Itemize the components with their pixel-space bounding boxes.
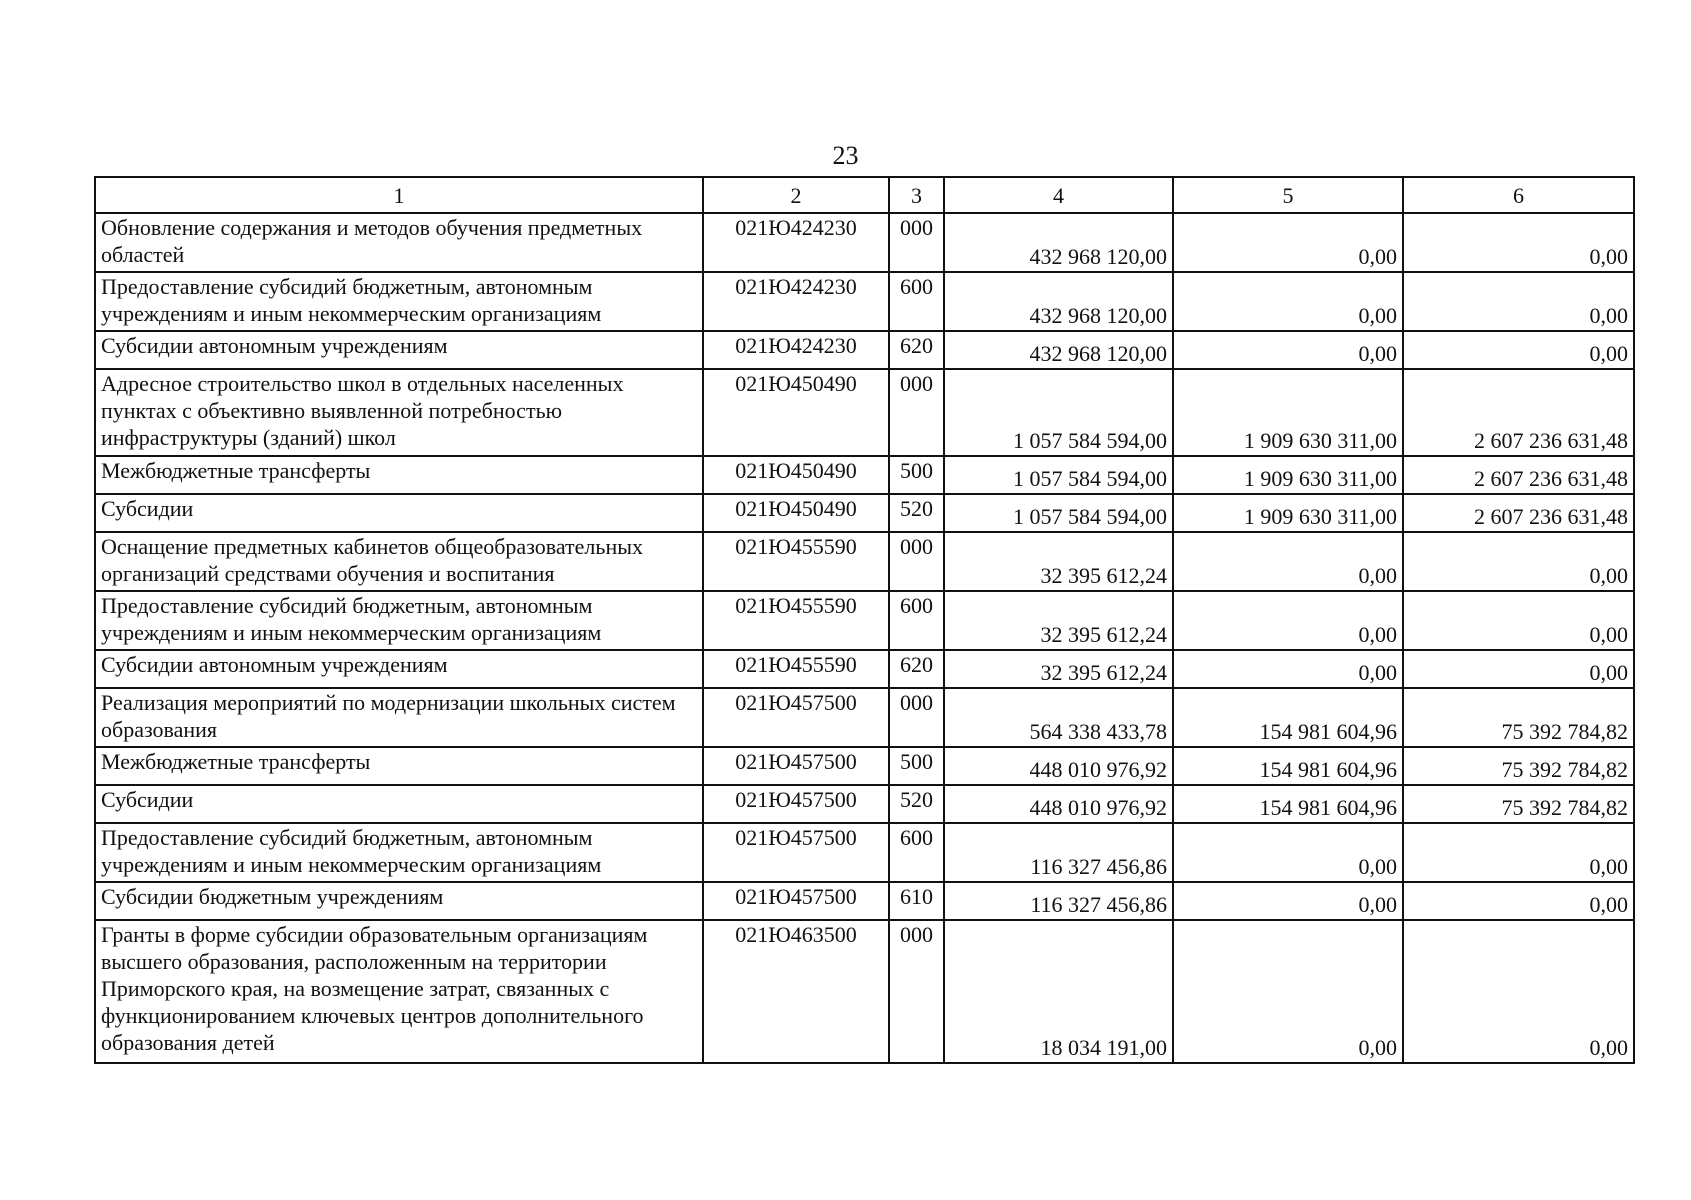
row-value-col4: 564 338 433,78 (944, 688, 1173, 747)
row-value-col6: 0,00 (1403, 920, 1634, 1063)
row-code-cell: 021Ю455590 (703, 591, 889, 650)
table-row (95, 456, 1634, 494)
row-value-col4: 448 010 976,92 (944, 785, 1173, 823)
row-type-cell: 600 (889, 272, 944, 331)
row-name-cell: Оснащение предметных кабинетов общеобразовательных организаций средствами обучения и воспитания (95, 532, 703, 591)
table-row (95, 823, 1634, 882)
row-code-cell: 021Ю455590 (703, 532, 889, 591)
row-name-cell: Субсидии автономным учреждениям (95, 650, 703, 688)
row-name-cell: Адресное строительство школ в отдельных населенных пунктах с объективно выявленной потребностью инфраструктуры (зданий) школ (95, 369, 703, 456)
row-value-col6: 0,00 (1403, 650, 1634, 688)
row-value-col6: 2 607 236 631,48 (1403, 494, 1634, 532)
row-value-col4: 32 395 612,24 (944, 532, 1173, 591)
row-value-col4: 18 034 191,00 (944, 920, 1173, 1063)
row-value-col4: 432 968 120,00 (944, 272, 1173, 331)
row-value-col4: 32 395 612,24 (944, 650, 1173, 688)
header-cell-1: 1 (95, 177, 703, 213)
table-row (95, 532, 1634, 591)
row-name-cell: Субсидии бюджетным учреждениям (95, 882, 703, 920)
table-row (95, 747, 1634, 785)
row-value-col5: 0,00 (1173, 920, 1403, 1063)
row-value-col5: 154 981 604,96 (1173, 747, 1403, 785)
table-row (95, 785, 1634, 823)
row-value-col6: 2 607 236 631,48 (1403, 456, 1634, 494)
header-cell-5: 5 (1173, 177, 1403, 213)
table-row (95, 882, 1634, 920)
row-value-col5: 1 909 630 311,00 (1173, 494, 1403, 532)
row-code-cell: 021Ю457500 (703, 747, 889, 785)
row-name-cell: Межбюджетные трансферты (95, 456, 703, 494)
row-value-col4: 1 057 584 594,00 (944, 456, 1173, 494)
header-row (95, 177, 1634, 213)
row-value-col4: 432 968 120,00 (944, 213, 1173, 272)
row-name-cell: Субсидии автономным учреждениям (95, 331, 703, 369)
row-value-col4: 1 057 584 594,00 (944, 494, 1173, 532)
row-name-cell: Субсидии (95, 785, 703, 823)
row-value-col6: 2 607 236 631,48 (1403, 369, 1634, 456)
row-type-cell: 520 (889, 494, 944, 532)
row-code-cell: 021Ю457500 (703, 688, 889, 747)
table-row (95, 494, 1634, 532)
row-code-cell: 021Ю450490 (703, 494, 889, 532)
row-value-col5: 0,00 (1173, 532, 1403, 591)
row-value-col4: 116 327 456,86 (944, 823, 1173, 882)
row-name-cell: Предоставление субсидий бюджетным, автономным учреждениям и иным некоммерческим организациям (95, 272, 703, 331)
row-type-cell: 600 (889, 823, 944, 882)
row-value-col6: 0,00 (1403, 823, 1634, 882)
table-row (95, 272, 1634, 331)
row-value-col5: 0,00 (1173, 650, 1403, 688)
row-type-cell: 620 (889, 650, 944, 688)
row-code-cell: 021Ю450490 (703, 369, 889, 456)
row-value-col5: 0,00 (1173, 591, 1403, 650)
budget-table (94, 176, 1635, 1064)
row-name-cell: Предоставление субсидий бюджетным, автономным учреждениям и иным некоммерческим организациям (95, 591, 703, 650)
row-value-col4: 432 968 120,00 (944, 331, 1173, 369)
row-code-cell: 021Ю424230 (703, 331, 889, 369)
row-code-cell: 021Ю450490 (703, 456, 889, 494)
row-value-col5: 0,00 (1173, 823, 1403, 882)
row-type-cell: 610 (889, 882, 944, 920)
table-row (95, 213, 1634, 272)
table-header (95, 177, 1634, 213)
row-name-cell: Гранты в форме субсидии образовательным организациям высшего образования, расположенным на территории Приморского края, на возмещение затрат, связанных с функционированием ключевых центров дополнительного образования детей (95, 920, 703, 1063)
row-code-cell: 021Ю455590 (703, 650, 889, 688)
row-code-cell: 021Ю457500 (703, 823, 889, 882)
row-value-col6: 0,00 (1403, 213, 1634, 272)
row-type-cell: 500 (889, 456, 944, 494)
row-value-col6: 0,00 (1403, 272, 1634, 331)
header-cell-6: 6 (1403, 177, 1634, 213)
header-cell-2: 2 (703, 177, 889, 213)
row-type-cell: 000 (889, 213, 944, 272)
row-value-col6: 75 392 784,82 (1403, 747, 1634, 785)
row-type-cell: 000 (889, 920, 944, 1063)
row-code-cell: 021Ю457500 (703, 785, 889, 823)
table-row (95, 369, 1634, 456)
row-code-cell: 021Ю463500 (703, 920, 889, 1063)
row-type-cell: 000 (889, 688, 944, 747)
row-value-col6: 0,00 (1403, 331, 1634, 369)
row-value-col5: 0,00 (1173, 331, 1403, 369)
row-type-cell: 500 (889, 747, 944, 785)
row-code-cell: 021Ю424230 (703, 272, 889, 331)
row-code-cell: 021Ю424230 (703, 213, 889, 272)
row-value-col6: 0,00 (1403, 591, 1634, 650)
row-type-cell: 600 (889, 591, 944, 650)
row-value-col6: 75 392 784,82 (1403, 688, 1634, 747)
row-name-cell: Субсидии (95, 494, 703, 532)
row-value-col5: 154 981 604,96 (1173, 785, 1403, 823)
row-value-col6: 0,00 (1403, 532, 1634, 591)
row-type-cell: 000 (889, 532, 944, 591)
table-body (95, 213, 1634, 1063)
row-value-col4: 116 327 456,86 (944, 882, 1173, 920)
row-type-cell: 000 (889, 369, 944, 456)
row-type-cell: 520 (889, 785, 944, 823)
row-name-cell: Межбюджетные трансферты (95, 747, 703, 785)
row-value-col6: 75 392 784,82 (1403, 785, 1634, 823)
row-value-col5: 0,00 (1173, 213, 1403, 272)
row-name-cell: Реализация мероприятий по модернизации школьных систем образования (95, 688, 703, 747)
page-number: 23 (832, 141, 859, 170)
row-code-cell: 021Ю457500 (703, 882, 889, 920)
header-cell-3: 3 (889, 177, 944, 213)
table-row (95, 591, 1634, 650)
row-value-col5: 154 981 604,96 (1173, 688, 1403, 747)
row-name-cell: Обновление содержания и методов обучения предметных областей (95, 213, 703, 272)
row-value-col4: 448 010 976,92 (944, 747, 1173, 785)
row-value-col5: 1 909 630 311,00 (1173, 456, 1403, 494)
row-value-col4: 32 395 612,24 (944, 591, 1173, 650)
table-row (95, 920, 1634, 1063)
row-value-col5: 0,00 (1173, 882, 1403, 920)
row-value-col6: 0,00 (1403, 882, 1634, 920)
row-type-cell: 620 (889, 331, 944, 369)
row-value-col5: 1 909 630 311,00 (1173, 369, 1403, 456)
table-row (95, 331, 1634, 369)
table-row (95, 650, 1634, 688)
row-name-cell: Предоставление субсидий бюджетным, автономным учреждениям и иным некоммерческим организациям (95, 823, 703, 882)
header-cell-4: 4 (944, 177, 1173, 213)
row-value-col5: 0,00 (1173, 272, 1403, 331)
table-row (95, 688, 1634, 747)
row-value-col4: 1 057 584 594,00 (944, 369, 1173, 456)
